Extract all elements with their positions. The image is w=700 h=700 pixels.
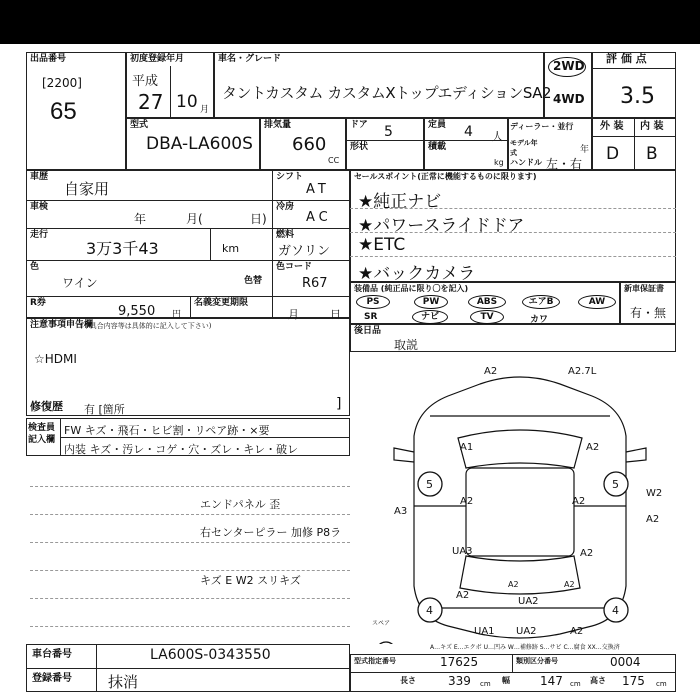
chassis-label: 車台番号 — [32, 649, 72, 660]
handle: 左・右 — [546, 157, 583, 171]
fuel-label: 燃料 — [276, 230, 295, 240]
mark-a2-tail: A2 — [508, 580, 519, 589]
repair: 有 [箇所 — [84, 403, 125, 416]
doors: 5 — [384, 124, 393, 140]
mark-ua2-rear: UA2 — [516, 626, 537, 637]
mark-w2: W2 — [646, 488, 663, 499]
top-black-bar — [0, 0, 700, 44]
repair-label: 修復歴 — [30, 400, 63, 413]
tyre-rr: 4 — [612, 604, 619, 617]
displacement: 660 — [292, 134, 327, 155]
class-label: 類別区分番号 — [516, 657, 558, 665]
tyre-fr: 5 — [612, 478, 619, 491]
recycle: 9,550 — [118, 304, 156, 319]
mark-ua1: UA1 — [474, 626, 495, 637]
cc: CC — [328, 156, 340, 165]
equip-ps: PS — [356, 295, 390, 309]
mark-a2-rl: A2 — [456, 590, 470, 601]
mark-ua2: UA2 — [518, 596, 539, 607]
inspection-label: 車検 — [30, 202, 49, 212]
notes-sub: (不具合内容等は具体的に記入して下さい) — [80, 322, 212, 330]
mark-ua3: UA3 — [452, 546, 473, 557]
car-name: タントカスタム カスタムXトップエディションSA2 — [222, 84, 552, 102]
equipment-label: 装備品 (純正品に限り〇を記入) — [354, 284, 469, 293]
warranty: 有・無 — [630, 306, 667, 320]
color-code: R67 — [302, 276, 328, 291]
tyre-fl: 5 — [426, 478, 433, 491]
mark-a27l: A2.7L — [568, 366, 597, 377]
equip-sr: SR — [364, 312, 378, 322]
legend: A…キズ E…エクボ U…凹み W…補修跡 S…サビ C…腐食 XX…交換済 — [430, 644, 620, 651]
mark-a2-fr: A2 — [586, 442, 600, 453]
km: km — [222, 242, 240, 255]
fuel: ガソリン — [278, 244, 331, 259]
mileage: 3万3千43 — [86, 239, 159, 258]
equip-aw: AW — [578, 295, 616, 309]
length: 339 — [448, 674, 471, 688]
shape-label: 形状 — [350, 142, 369, 152]
color-change-label: 色替 — [244, 276, 263, 286]
sales-point-3: ★ETC — [358, 235, 406, 255]
mark-a2-pillar: A2 — [646, 514, 660, 525]
regno: 抹消 — [108, 673, 139, 691]
drive-4wd: 4WD — [553, 92, 585, 106]
class-number: 0004 — [610, 655, 641, 669]
load-label: 積載 — [428, 142, 447, 152]
mark-a2-front: A2 — [484, 366, 498, 377]
width-label: 幅 — [502, 676, 510, 685]
reg-label: 車歴 — [30, 172, 49, 182]
shift: AT — [306, 182, 330, 197]
reg-year: 27 — [138, 90, 164, 114]
comment-2: 右センターピラー 加修 P8ラ — [200, 526, 342, 539]
sales-point-2: ★パワースライドドア — [358, 216, 525, 236]
mark-a2-right: A2 — [572, 496, 586, 507]
equip-abs: ABS — [468, 295, 506, 309]
mark-a3: A3 — [394, 506, 408, 517]
inspection-day: 日) — [250, 212, 267, 226]
post-label: 後日品 — [354, 326, 382, 336]
reg-month: 10 — [176, 92, 198, 112]
comment-1: エンドパネル 歪 — [200, 498, 281, 511]
mileage-label: 走行 — [30, 230, 49, 240]
chassis-number: LA600S-0343550 — [150, 647, 271, 663]
type-label: 型式指定番号 — [354, 657, 396, 665]
lot-label: 出品番号 — [30, 54, 67, 64]
post-item: 取説 — [394, 338, 419, 352]
mark-a1: A1 — [460, 442, 474, 453]
spare-label: スペア — [372, 620, 391, 627]
width: 147 — [540, 674, 563, 688]
tax-month: 月 — [288, 308, 299, 321]
interior-label: 内 装 — [640, 121, 664, 132]
mark-a2-rr: A2 — [580, 548, 594, 559]
capacity: 4 — [464, 124, 473, 140]
height-label: 高さ — [590, 676, 606, 685]
era: 平成 — [132, 74, 159, 89]
warranty-label: 新車保証書 — [624, 284, 664, 293]
equip-pw: PW — [414, 295, 448, 309]
height: 175 — [622, 674, 645, 688]
length-label: 長さ — [400, 676, 416, 685]
dealer-label: ディーラー・並行 — [510, 122, 574, 131]
mark-a2-roof: A2 — [460, 496, 474, 507]
drive-2wd: 2WD — [553, 59, 585, 73]
year-unit: 年 — [580, 145, 590, 155]
type-number: 17625 — [440, 655, 479, 669]
exterior-label: 外 装 — [600, 121, 624, 132]
note-hdmi: ☆HDMI — [34, 352, 77, 366]
color-code-label: 色コード — [276, 262, 313, 272]
notes-box — [26, 318, 350, 416]
handle-label: ハンドル — [510, 158, 542, 167]
comment-3: キズ E W2 スリキズ — [200, 574, 301, 587]
record-label: 検査員記入欄 — [28, 423, 56, 445]
doors-label: ドア — [350, 120, 368, 130]
inspection-month: 月( — [186, 212, 203, 226]
equip-tv: TV — [470, 310, 504, 324]
tyre-rl: 4 — [426, 604, 433, 617]
color: ワイン — [62, 276, 98, 290]
color-label: 色 — [30, 262, 40, 272]
capacity-unit: 人 — [492, 130, 503, 143]
length-unit: cm — [480, 680, 491, 688]
sales-point-4: ★バックカメラ — [358, 264, 476, 284]
record-row-1: FW キズ・飛石・ヒビ割・リペア跡・×要 — [64, 424, 270, 437]
interior-grade: B — [646, 144, 658, 164]
recycle-label: R券 — [30, 298, 46, 308]
height-unit: cm — [656, 680, 667, 688]
shift-label: シフト — [276, 172, 304, 182]
regno-label: 登録番号 — [32, 673, 72, 684]
kg: kg — [494, 158, 504, 167]
model: DBA-LA600S — [146, 134, 253, 154]
equip-navi: ナビ — [412, 310, 448, 324]
reg-month-unit: 月 — [200, 105, 210, 115]
inspection-year: 年 — [134, 212, 147, 226]
record-row-2: 内装 キズ・汚レ・コゲ・穴・ズレ・キレ・破レ — [64, 443, 299, 456]
first-reg-label: 初度登録年月 — [130, 54, 185, 64]
score-label: 評 価 点 — [606, 52, 647, 65]
notes-label: 注意事項申告欄 — [30, 320, 94, 330]
yen: 円 — [172, 310, 182, 320]
equip-airbag: エアB — [522, 295, 560, 309]
displacement-label: 排気量 — [264, 120, 292, 130]
exterior-grade: D — [606, 144, 620, 164]
repair-bracket: ] — [336, 396, 342, 412]
score: 3.5 — [620, 84, 655, 109]
tax-label: 名義変更期限 — [194, 298, 249, 308]
ac: AC — [306, 210, 332, 225]
tax-day: 日 — [330, 308, 341, 321]
capacity-label: 定員 — [428, 120, 447, 130]
sales-label: セールスポイント(正常に機能するものに限ります) — [354, 172, 537, 181]
mark-a2-rear: A2 — [570, 626, 584, 637]
sales-point-1: ★純正ナビ — [358, 192, 442, 212]
width-unit: cm — [570, 680, 581, 688]
model-label: 型式 — [130, 120, 149, 130]
model-year-label: モデル年式 — [510, 139, 538, 157]
equip-leather: カワ — [530, 315, 549, 325]
carname-label: 車名・グレード — [218, 54, 282, 64]
ac-label: 冷房 — [276, 202, 295, 212]
lot-number: 65 — [50, 98, 77, 125]
auction-sheet — [0, 44, 700, 700]
reg-type: 自家用 — [64, 180, 110, 198]
mark-a2-tail-r: A2 — [564, 580, 575, 589]
lot-sub: [2200] — [42, 76, 82, 90]
